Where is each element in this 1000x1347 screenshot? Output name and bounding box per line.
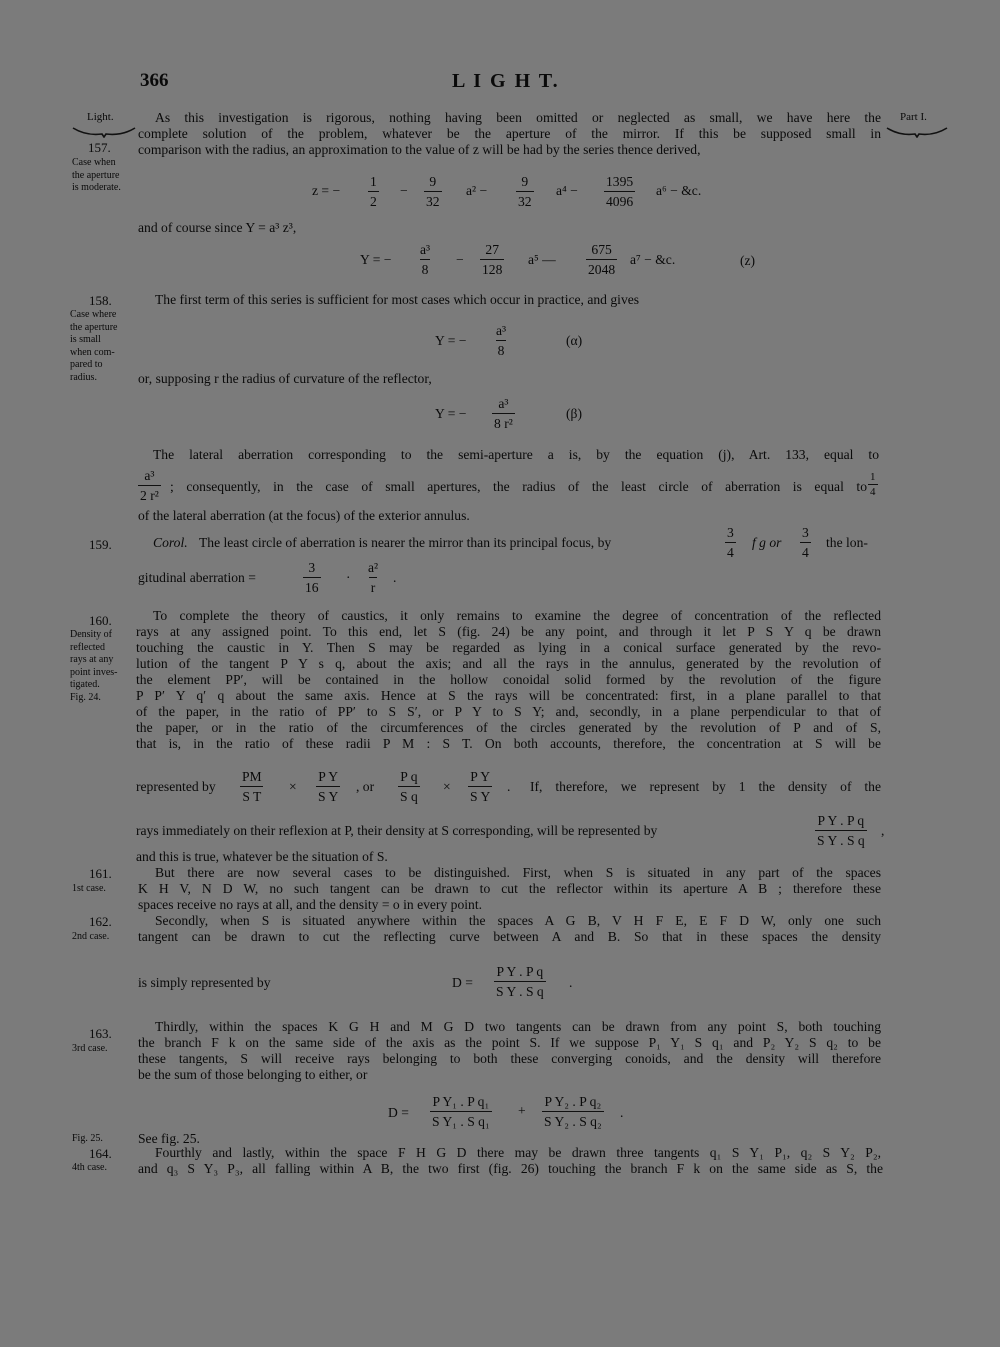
corollary-fraction-2-denominator: 4 <box>800 542 811 561</box>
concentration-fraction-1-numerator: PM <box>242 769 262 784</box>
density-d2-fraction-2-numerator: P Y₂ . P q₂ <box>544 1094 602 1109</box>
density-fraction-numerator: P Y . P q <box>817 813 865 828</box>
y-fraction-3 <box>586 241 617 278</box>
running-title: L I G H T. <box>452 70 560 92</box>
lateral-line-2: ; consequently, in the case of small apertures, the radius of the least circle of aberration is equal to <box>170 479 867 494</box>
rays-immediately-line: rays immediately on their reflexion at P, their density at S corresponding, will be represented by <box>136 823 658 838</box>
beta-fraction-numerator: a³ <box>498 396 509 411</box>
concentration-fraction-4-denominator: S Y <box>468 786 492 805</box>
y-equation-lhs: Y = − <box>360 252 392 267</box>
article-163-note: 3rd case. <box>72 1043 108 1054</box>
y-term-a7: a⁷ − &c. <box>630 252 676 267</box>
page-number: 366 <box>140 70 169 91</box>
concentration-fraction-3 <box>398 768 420 805</box>
p163-line-3: these tangents, S will receive rays belonging to both these converging conoids, and the density will therefore <box>138 1051 881 1066</box>
longitudinal-fraction-2-denominator: r <box>369 577 378 596</box>
density-d2-lhs: D = <box>388 1105 409 1120</box>
longitudinal-fraction-1 <box>303 559 321 596</box>
density-d2-fraction-1 <box>430 1093 492 1130</box>
concentration-fraction-1-denominator: S T <box>240 786 263 805</box>
corollary-label: Corol. <box>153 535 188 550</box>
left-brace <box>72 124 136 138</box>
p163-line-4: be the sum of those belonging to either, or <box>138 1067 368 1082</box>
p161-line-1: But there are now several cases to be distinguished. First, when S is situated in any part of the spaces <box>155 865 881 880</box>
article-163-number: 163. <box>89 1026 112 1041</box>
y-fraction-2 <box>480 241 504 278</box>
article-157-note: Case when the aperture is moderate. <box>72 157 121 193</box>
article-158-note: Case where the aperture is small when com- pared to radius. <box>70 309 118 383</box>
density-d2-fraction-2 <box>542 1093 604 1130</box>
p162-line-1: Secondly, when S is situated anywhere within the spaces A G B, V H F E, E F D W, only one such <box>155 913 881 928</box>
margin-light-label: Light. <box>87 111 114 123</box>
z-fraction-1-numerator: 1 <box>370 174 377 189</box>
article-158-number: 158. <box>89 293 112 308</box>
p160-line-3: touching the caustic in Y. Then S may be regarded as lying in a conical surface generated by the revo- <box>136 640 881 655</box>
concentration-fraction-3-denominator: S q <box>398 786 420 805</box>
p160-line-1: To complete the theory of caustics, it only remains to examine the degree of concentration of the reflected <box>153 608 881 623</box>
y-equation-tag: (z) <box>740 253 756 268</box>
z-fraction-1 <box>368 173 379 210</box>
y-fraction-1-denominator: 8 <box>420 259 431 278</box>
article-164-number: 164. <box>89 1146 112 1161</box>
density-d1-fraction <box>494 963 546 1000</box>
concentration-fraction-1 <box>240 768 264 805</box>
quarter-fraction-denominator: 4 <box>870 486 876 498</box>
p157-line-2: complete solution of the problem, whatever be the aperture of the mirror. If this be supposed small in <box>138 126 881 141</box>
beta-fraction <box>492 395 515 432</box>
p164-line-1: Fourthly and lastly, within the space F H G D there may be drawn three tangents q₁ S Y₁ P₁, q₂ S Y₂ P₂, <box>155 1145 881 1160</box>
density-d2-fraction-1-denominator: S Y₁ . S q₁ <box>430 1111 492 1130</box>
right-brace <box>886 124 948 138</box>
density-fraction-denominator: S Y . S q <box>815 830 867 849</box>
z-fraction-4-denominator: 4096 <box>604 191 635 210</box>
concentration-end: . <box>507 779 511 794</box>
concentration-fraction-2-denominator: S Y <box>316 786 340 805</box>
z-fraction-3 <box>516 173 534 210</box>
longitudinal-fraction-2 <box>366 559 380 596</box>
quarter-fraction-numerator: 1 <box>870 471 876 483</box>
quarter-fraction <box>868 471 878 498</box>
p160-line-4: lution of the tangent P Y s q, about the axis; and all the rays in the annulus, generated by the revolution of <box>136 656 881 671</box>
z-equation-lhs: z = − <box>312 183 341 198</box>
article-159-number: 159. <box>89 537 112 552</box>
density-d1-numerator: P Y . P q <box>496 964 544 979</box>
corollary-fraction-2-numerator: 3 <box>802 525 809 540</box>
article-160-note: Density of reflected rays at any point inves- tigated. Fig. 24. <box>70 629 118 703</box>
p163-line-2: the branch F k on the same side of the axis as the point S. If we suppose P₁ Y₁ S q₁ and P₂ Y₂ S q₂ to be <box>138 1035 881 1050</box>
longitudinal-fraction-1-denominator: 16 <box>303 577 321 596</box>
p160-line-9: that is, in the ratio of these radii P M : S T. On both accounts, therefore, the concentration at S will be <box>136 736 881 751</box>
alpha-fraction-denominator: 8 <box>496 340 507 359</box>
p162-line-3: is simply represented by <box>138 975 271 990</box>
z-fraction-2-denominator: 32 <box>424 191 442 210</box>
z-fraction-4 <box>604 173 635 210</box>
p163-line-1: Thirdly, within the spaces K G H and M G D two tangents can be drawn from any point S, both touching <box>155 1019 881 1034</box>
density-d1-end: . <box>569 975 573 990</box>
beta-fraction-denominator: 8 r² <box>492 413 515 432</box>
p160-line-8: the paper, or in the ratio of the circumferences of the circles generated by the revolution of P and of S, <box>136 720 881 735</box>
density-d2-end: . <box>620 1105 624 1120</box>
z-minus: − <box>400 183 408 198</box>
corollary-fraction-1 <box>725 524 736 561</box>
alpha-equation-lhs: Y = − <box>435 333 467 348</box>
z-fraction-3-numerator: 9 <box>521 174 529 189</box>
supposing-line: or, supposing r the radius of curvature of the reflector, <box>138 371 432 386</box>
concentration-fraction-4-numerator: P Y <box>470 769 491 784</box>
lateral-fraction <box>138 467 161 504</box>
alpha-equation-tag: (α) <box>566 333 583 348</box>
see-figure-line: See fig. 25. <box>138 1131 200 1146</box>
density-d1-lhs: D = <box>452 975 473 990</box>
z-fraction-3-denominator: 32 <box>516 191 534 210</box>
y-fraction-3-denominator: 2048 <box>586 259 617 278</box>
density-d2-fraction-2-denominator: S Y₂ . S q₂ <box>542 1111 604 1130</box>
y-fraction-2-denominator: 128 <box>480 259 504 278</box>
y-minus: − <box>456 252 464 267</box>
lateral-line-3: of the lateral aberration (at the focus) of the exterior annulus. <box>138 508 470 523</box>
and-this-line: and this is true, whatever be the situation of S. <box>136 849 388 864</box>
if-therefore-line: If, therefore, we represent by 1 the density of the <box>530 779 881 794</box>
p161-line-2: K H V, N D W, no such tangent can be drawn to cut the reflector within its aperture A B ; therefore these <box>138 881 881 896</box>
p160-line-7: of the paper, in the ratio of PP′ to S S′, or P Y to S Y; and, secondly, in a plane perpendicular to that of <box>136 704 881 719</box>
density-d2-fraction-1-numerator: P Y₁ . P q₁ <box>432 1094 490 1109</box>
alpha-fraction <box>494 322 508 359</box>
corollary-fraction-1-numerator: 3 <box>727 525 734 540</box>
article-164-note: 4th case. <box>72 1162 107 1173</box>
margin-part-label: Part I. <box>900 111 927 123</box>
p157-line-1: As this investigation is rigorous, nothing having been omitted or neglected as small, we have here the <box>155 110 881 125</box>
z-fraction-1-denominator: 2 <box>368 191 379 210</box>
corollary-line-1-end: the lon- <box>826 535 868 550</box>
density-d2-plus: + <box>518 1103 526 1118</box>
lateral-line-1: The lateral aberration corresponding to the semi-aperture a is, by the equation (j), Art. 133, equal to <box>153 447 879 462</box>
concentration-times-1: × <box>289 779 297 794</box>
beta-equation-lhs: Y = − <box>435 406 467 421</box>
concentration-fraction-2-numerator: P Y <box>318 769 339 784</box>
corollary-fraction-1-denominator: 4 <box>725 542 736 561</box>
article-160-number: 160. <box>89 613 112 628</box>
z-fraction-2 <box>424 173 442 210</box>
density-fraction <box>815 812 867 849</box>
z-term-a6: a⁶ − &c. <box>656 183 702 198</box>
article-161-note: 1st case. <box>72 883 106 894</box>
y-fraction-2-numerator: 27 <box>485 242 499 257</box>
p160-line-5: the element PP′, will be contained in the hollow conoidal solid formed by the revolution of the figure <box>136 672 881 687</box>
longitudinal-fraction-2-numerator: a² <box>368 560 379 575</box>
corollary-line-2: gitudinal aberration = <box>138 570 256 585</box>
concentration-or: , or <box>356 779 375 794</box>
lateral-fraction-denominator: 2 r² <box>138 485 161 504</box>
y-fraction-3-numerator: 675 <box>591 242 612 257</box>
z-fraction-2-numerator: 9 <box>429 174 437 189</box>
beta-equation-tag: (β) <box>566 406 582 421</box>
z-term-a4: a⁴ − <box>556 183 578 198</box>
concentration-fraction-3-numerator: P q <box>400 769 418 784</box>
p162-line-2: tangent can be drawn to cut the reflecting curve between A and B. So that in these spaces the density <box>138 929 881 944</box>
article-162-number: 162. <box>89 914 112 929</box>
article-161-number: 161. <box>89 866 112 881</box>
corollary-fg: f g or <box>752 535 782 550</box>
y-term-a5: a⁵ — <box>528 252 556 267</box>
article-157-number: 157. <box>88 140 111 155</box>
longitudinal-end: . <box>393 570 397 585</box>
concentration-fraction-4 <box>468 768 492 805</box>
density-end: , <box>881 823 885 838</box>
concentration-fraction-2 <box>316 768 340 805</box>
longitudinal-fraction-1-numerator: 3 <box>308 560 316 575</box>
longitudinal-dot: · <box>346 570 351 585</box>
concentration-times-2: × <box>443 779 451 794</box>
z-fraction-4-numerator: 1395 <box>606 174 634 189</box>
y-fraction-1-numerator: a³ <box>420 242 431 257</box>
of-course-line: and of course since Y = a³ z³, <box>138 220 297 235</box>
y-fraction-1 <box>418 241 432 278</box>
p161-line-3: spaces receive no rays at all, and the density = o in every point. <box>138 897 482 912</box>
p157-line-3: comparison with the radius, an approximation to the value of z will be had by the series thence derived, <box>138 142 701 157</box>
lateral-fraction-numerator: a³ <box>144 468 155 483</box>
corollary-fraction-2 <box>800 524 811 561</box>
corollary-line-1: The least circle of aberration is nearer the mirror than its principal focus, by <box>199 535 612 550</box>
represented-by-label: represented by <box>136 779 216 794</box>
alpha-fraction-numerator: a³ <box>496 323 507 338</box>
p160-line-6: P P′ Y q′ q about the same axis. Hence at S the rays will be concentrated: first, in a plane parallel to that <box>136 688 881 703</box>
p160-line-2: rays at any assigned point. To this end, let S (fig. 24) be any point, and through it let P S Y q be drawn <box>136 624 881 639</box>
figure-25-note: Fig. 25. <box>72 1133 103 1144</box>
article-162-note: 2nd case. <box>72 931 110 942</box>
z-term-a2: a² − <box>466 183 488 198</box>
density-d1-denominator: S Y . S q <box>494 981 546 1000</box>
p164-line-2: and q₃ S Y₃ P₃, all falling within A B, the two first (fig. 26) touching the branch F k on the same side as S, the <box>138 1161 883 1176</box>
p158-line-1: The first term of this series is sufficient for most cases which occur in practice, and gives <box>155 292 640 307</box>
